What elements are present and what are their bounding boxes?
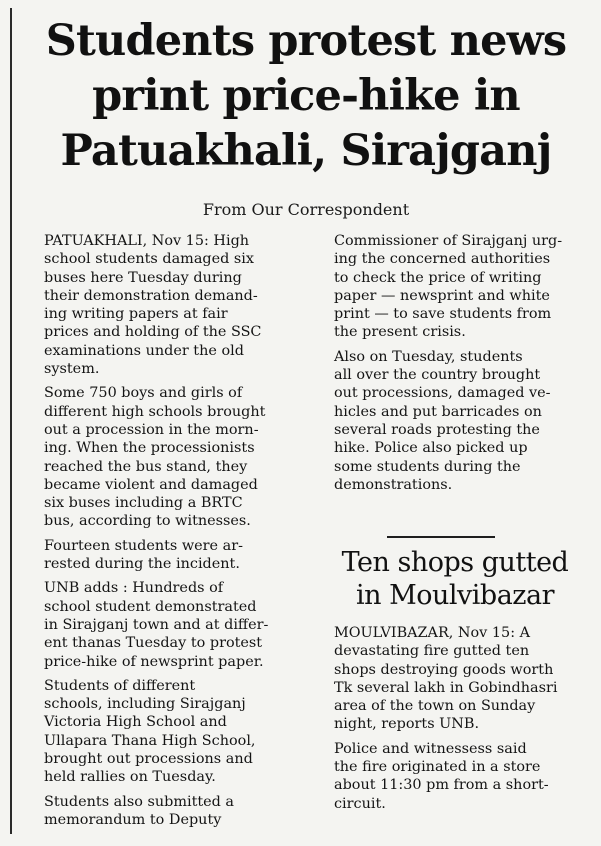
- article-paragraph: [24, 232, 296, 378]
- text-line: brought out processions and: [44, 751, 253, 768]
- text-line: demonstrations.: [334, 476, 453, 493]
- text-line: ing. When the processionists: [44, 440, 255, 457]
- text-line: system.: [44, 361, 100, 378]
- text-line: Also on Tuesday, students: [334, 348, 523, 365]
- article-paragraph: [314, 624, 590, 734]
- article-paragraph: [314, 348, 590, 494]
- text-line: out a procession in the morn-: [44, 421, 259, 438]
- text-line: Commissioner of Sirajganj urg-: [334, 233, 563, 249]
- article-paragraph: [24, 537, 296, 574]
- right-column: [314, 232, 590, 500]
- text-line: buses here Tuesday during: [44, 269, 242, 286]
- text-line: in Sirajganj town and at differ-: [44, 616, 269, 633]
- text-line: Tk several lakh in Gobindhasri: [334, 679, 558, 696]
- text-line: Police and witnessess said: [334, 740, 527, 757]
- article-divider: [387, 536, 495, 538]
- headline-line: Ten shops gutted: [341, 547, 569, 578]
- text-line: became violent and damaged: [44, 476, 258, 493]
- text-line: Students also submitted a: [44, 793, 235, 810]
- text-line: bus, according to witnesses.: [44, 513, 251, 530]
- text-line: hicles and put barricades on: [334, 403, 542, 420]
- text-line: prices and holding of the SSC: [44, 324, 262, 341]
- second-article-body: [314, 624, 590, 819]
- text-line: different high schools brought: [44, 403, 266, 420]
- article-paragraph: [24, 793, 296, 830]
- text-line: PATUAKHALI, Nov 15: High: [44, 233, 250, 249]
- text-line: rested during the incident.: [44, 556, 240, 573]
- text-line: UNB adds : Hundreds of: [44, 580, 224, 597]
- text-line: Students of different: [44, 677, 196, 694]
- headline-line: print price-hike in: [92, 71, 520, 121]
- text-line: Some 750 boys and girls of: [44, 385, 243, 402]
- text-line: the fire originated in a store: [334, 759, 541, 776]
- text-line: all over the country brought: [334, 367, 541, 384]
- text-line: out processions, damaged ve-: [334, 385, 551, 402]
- article-paragraph: [314, 232, 590, 342]
- text-line: price-hike of newsprint paper.: [44, 653, 264, 670]
- text-line: ing writing papers at fair: [44, 306, 228, 323]
- article-paragraph: [24, 677, 296, 787]
- text-line: ent thanas Tuesday to protest: [44, 635, 263, 652]
- headline-line: in Moulvibazar: [355, 580, 555, 611]
- second-headline: [310, 546, 600, 612]
- text-line: ing the concerned authorities: [334, 251, 551, 268]
- text-line: night, reports UNB.: [334, 716, 480, 733]
- article-paragraph: [24, 579, 296, 670]
- text-line: Ullapara Thana High School,: [44, 732, 256, 749]
- text-line: several roads protesting the: [334, 421, 540, 438]
- text-line: to check the price of writing: [334, 269, 542, 286]
- text-line: school student demonstrated: [44, 598, 257, 615]
- text-line: some students during the: [334, 458, 521, 475]
- text-line: circuit.: [334, 795, 386, 812]
- text-line: reached the bus stand, they: [44, 458, 248, 475]
- text-line: print — to save students from: [334, 306, 552, 323]
- text-line: shops destroying goods worth: [334, 661, 554, 678]
- text-line: the present crisis.: [334, 324, 466, 341]
- main-headline: [14, 14, 598, 179]
- text-line: examinations under the old: [44, 342, 244, 359]
- article-paragraph: [314, 740, 590, 813]
- headline-line: Patuakhali, Sirajganj: [60, 126, 552, 176]
- headline-line: Students protest news: [45, 16, 567, 66]
- text-line: Victoria High School and: [44, 714, 227, 731]
- text-line: held rallies on Tuesday.: [44, 769, 216, 786]
- text-line: paper — newsprint and white: [334, 287, 550, 304]
- article-paragraph: [24, 384, 296, 530]
- text-line: memorandum to Deputy: [44, 811, 222, 828]
- column-rule: [10, 8, 12, 834]
- left-column: [24, 232, 296, 835]
- byline: From Our Correspondent: [202, 200, 410, 219]
- text-line: about 11:30 pm from a short-: [334, 777, 549, 794]
- text-line: their demonstration demand-: [44, 287, 258, 304]
- text-line: area of the town on Sunday: [334, 698, 536, 715]
- text-line: six buses including a BRTC: [44, 495, 243, 512]
- text-line: schools, including Sirajganj: [44, 696, 246, 713]
- text-line: school students damaged six: [44, 251, 255, 268]
- text-line: Fourteen students were ar-: [44, 537, 243, 554]
- text-line: devastating fire gutted ten: [334, 643, 530, 660]
- text-line: MOULVIBAZAR, Nov 15: A: [334, 625, 531, 641]
- text-line: hike. Police also picked up: [334, 440, 528, 457]
